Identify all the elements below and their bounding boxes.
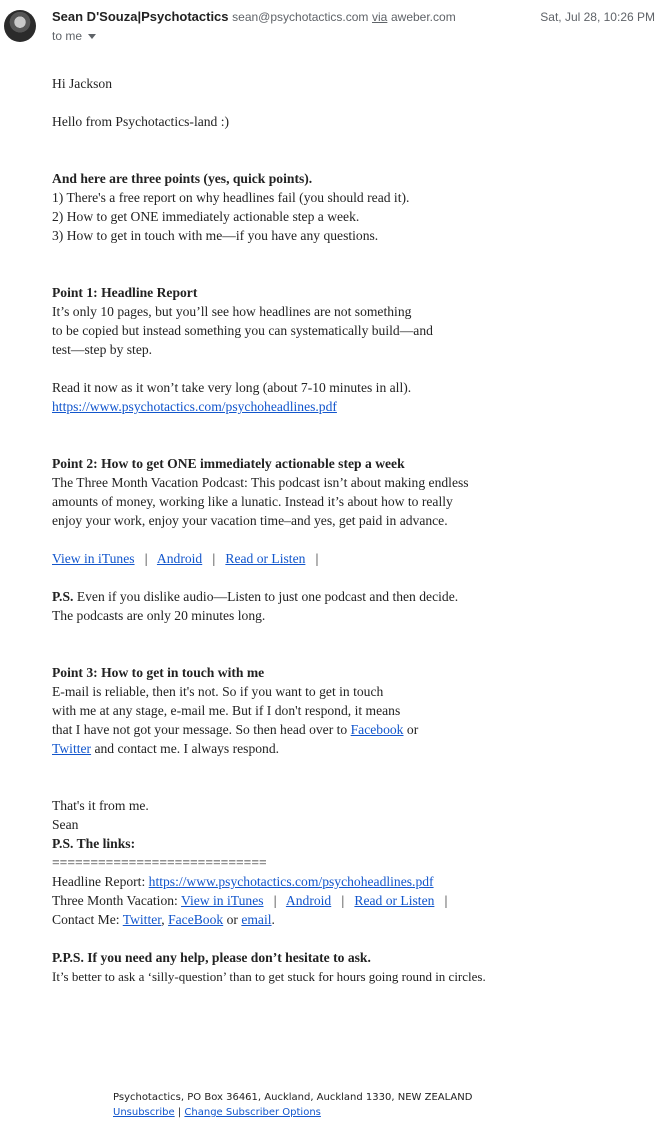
read-or-listen-link-2[interactable]: Read or Listen	[354, 893, 435, 908]
android-link[interactable]: Android	[156, 551, 203, 566]
android-link-2[interactable]: Android	[285, 893, 332, 908]
email-header	[0, 0, 659, 52]
divider-line: ============================	[52, 855, 267, 870]
point1-read-line: Read it now as it won’t take very long (about 7-10 minutes in all).	[52, 380, 412, 395]
ps-line2: The podcasts are only 20 minutes long.	[52, 608, 266, 623]
unsubscribe-link[interactable]: Unsubscribe	[113, 1107, 175, 1118]
point1-text: It’s only 10 pages, but you’ll see how headlines are not something	[52, 304, 412, 319]
change-subscriber-options-link[interactable]: Change Subscriber Options	[184, 1107, 321, 1118]
point1-text: test—step by step.	[52, 342, 153, 357]
point3-text: that I have not got your message. So then head over to Facebook or	[52, 722, 419, 737]
ps-links-heading: P.S. The links:	[52, 836, 136, 851]
pps-text: It’s better to ask a ‘silly-question’ than to get stuck for hours going round in circles.	[52, 969, 486, 984]
itunes-link-2[interactable]: View in iTunes	[181, 893, 264, 908]
facebook-link[interactable]: Facebook	[350, 722, 404, 737]
pps-heading: P.P.S. If you need any help, please don’t hesitate to ask.	[52, 950, 371, 965]
contact-twitter-link[interactable]: Twitter	[122, 912, 162, 927]
contact-row: Contact Me: Twitter, FaceBook or email.	[52, 912, 275, 927]
headline-report-link-2[interactable]: https://www.psychotactics.com/psychoheadlines.pdf	[148, 874, 434, 889]
point3-text: Twitter and contact me. I always respond.	[52, 741, 280, 756]
point2-text: The Three Month Vacation Podcast: This podcast isn’t about making endless	[52, 475, 469, 490]
point3-text: with me at any stage, e-mail me. But if I don't respond, it means	[52, 703, 401, 718]
link-separator: |	[144, 551, 148, 566]
vacation-links-row: Three Month Vacation: View in iTunes | Android | Read or Listen |	[52, 893, 448, 908]
link-separator: |	[315, 551, 319, 566]
intro-point: 3) How to get in touch with me—if you have any questions.	[52, 228, 379, 243]
point2-text: amounts of money, working like a lunatic. Instead it’s about how to really	[52, 494, 453, 509]
ps-text: Even if you dislike audio—Listen to just one podcast and then decide.	[76, 589, 459, 604]
email-body	[52, 74, 652, 986]
point1-text: to be copied but instead something you can systematically build—and	[52, 323, 433, 338]
greeting: Hi Jackson	[52, 76, 113, 91]
to-label: to me	[52, 29, 83, 43]
email-footer	[113, 1090, 472, 1120]
intro-point: 1) There's a free report on why headlines fail (you should read it).	[52, 190, 410, 205]
podcast-links	[52, 549, 652, 568]
twitter-link[interactable]: Twitter	[52, 741, 92, 756]
point2-heading: Point 2: How to get ONE immediately actionable step a week	[52, 456, 405, 471]
link-separator: |	[444, 893, 448, 908]
signature-name: Sean	[52, 817, 79, 832]
via-label: via	[372, 10, 388, 24]
contact-facebook-link[interactable]: FaceBook	[168, 912, 224, 927]
footer-address: Psychotactics, PO Box 36461, Auckland, Auckland 1330, NEW ZEALAND	[113, 1092, 473, 1103]
closing-line: That's it from me.	[52, 798, 149, 813]
sender-avatar[interactable]	[4, 10, 36, 42]
contact-email-link[interactable]: email	[241, 912, 272, 927]
hello-line: Hello from Psychotactics-land :)	[52, 114, 230, 129]
point1-heading: Point 1: Headline Report	[52, 285, 198, 300]
point3-heading: Point 3: How to get in touch with me	[52, 665, 265, 680]
footer-links: Unsubscribe | Change Subscriber Options	[113, 1107, 321, 1118]
itunes-link[interactable]: View in iTunes	[52, 551, 135, 566]
point2-ps	[52, 587, 652, 606]
link-separator: |	[341, 893, 345, 908]
sender-line	[52, 9, 456, 24]
headline-report-row: Headline Report: https://www.psychotactics.com/psychoheadlines.pdf	[52, 874, 434, 889]
ps-label: P.S.	[52, 589, 74, 604]
headline-report-link[interactable]: https://www.psychotactics.com/psychoheadlines.pdf	[52, 399, 337, 414]
sender-name[interactable]: Sean D'Souza|Psychotactics	[52, 9, 229, 24]
sender-email: sean@psychotactics.com	[232, 10, 369, 24]
intro-heading: And here are three points (yes, quick points).	[52, 171, 313, 186]
point3-text: E-mail is reliable, then it's not. So if you want to get in touch	[52, 684, 384, 699]
recipient-details-toggle[interactable]	[52, 29, 96, 43]
intro-point: 2) How to get ONE immediately actionable step a week.	[52, 209, 360, 224]
link-separator: |	[273, 893, 277, 908]
via-domain: aweber.com	[390, 10, 456, 24]
email-date[interactable]: Sat, Jul 28, 10:26 PM	[540, 10, 655, 24]
read-or-listen-link[interactable]: Read or Listen	[225, 551, 306, 566]
chevron-down-icon[interactable]	[88, 34, 96, 39]
link-separator: |	[212, 551, 216, 566]
point2-text: enjoy your work, enjoy your vacation time–and yes, get paid in advance.	[52, 513, 448, 528]
